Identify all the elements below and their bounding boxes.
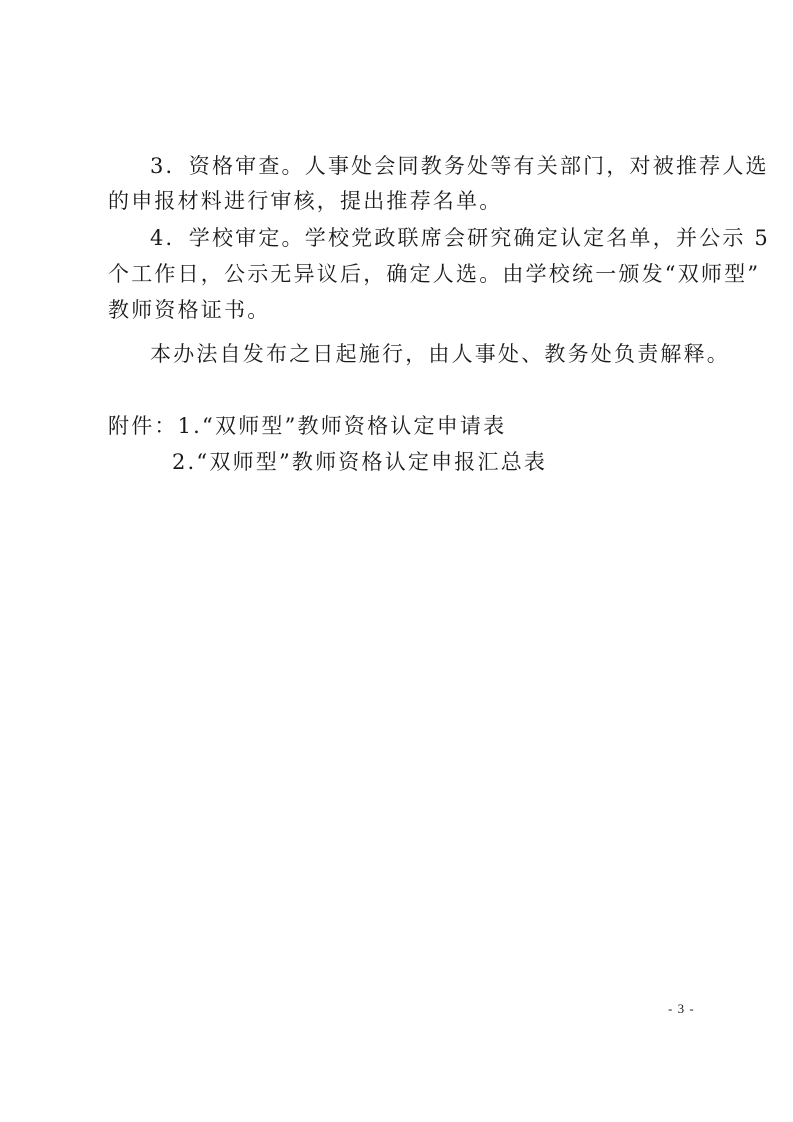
paragraph-final-line-1: 本办法自发布之日起施行，由人事处、教务处负责解释。 xyxy=(150,342,730,366)
paragraph-3-line-1: 3．资格审查。人事处会同教务处等有关部门，对被推荐人选 xyxy=(150,154,769,178)
attachment-line-1: 附件：1.“双师型”教师资格认定申请表 xyxy=(108,414,507,438)
paragraph-4-line-1: 4．学校审定。学校党政联席会研究确定认定名单，并公示 5 xyxy=(150,226,770,250)
attachment-line-2: 2.“双师型”教师资格认定申报汇总表 xyxy=(172,450,548,474)
paragraph-3-line-2: 的申报材料进行审核，提出推荐名单。 xyxy=(108,189,503,213)
paragraph-4-line-3: 教师资格证书。 xyxy=(108,298,271,322)
page-number: - 3 - xyxy=(668,1001,695,1016)
paragraph-4-line-2: 个工作日，公示无异议后，确定人选。由学校统一颁发“双师型” xyxy=(108,262,761,286)
